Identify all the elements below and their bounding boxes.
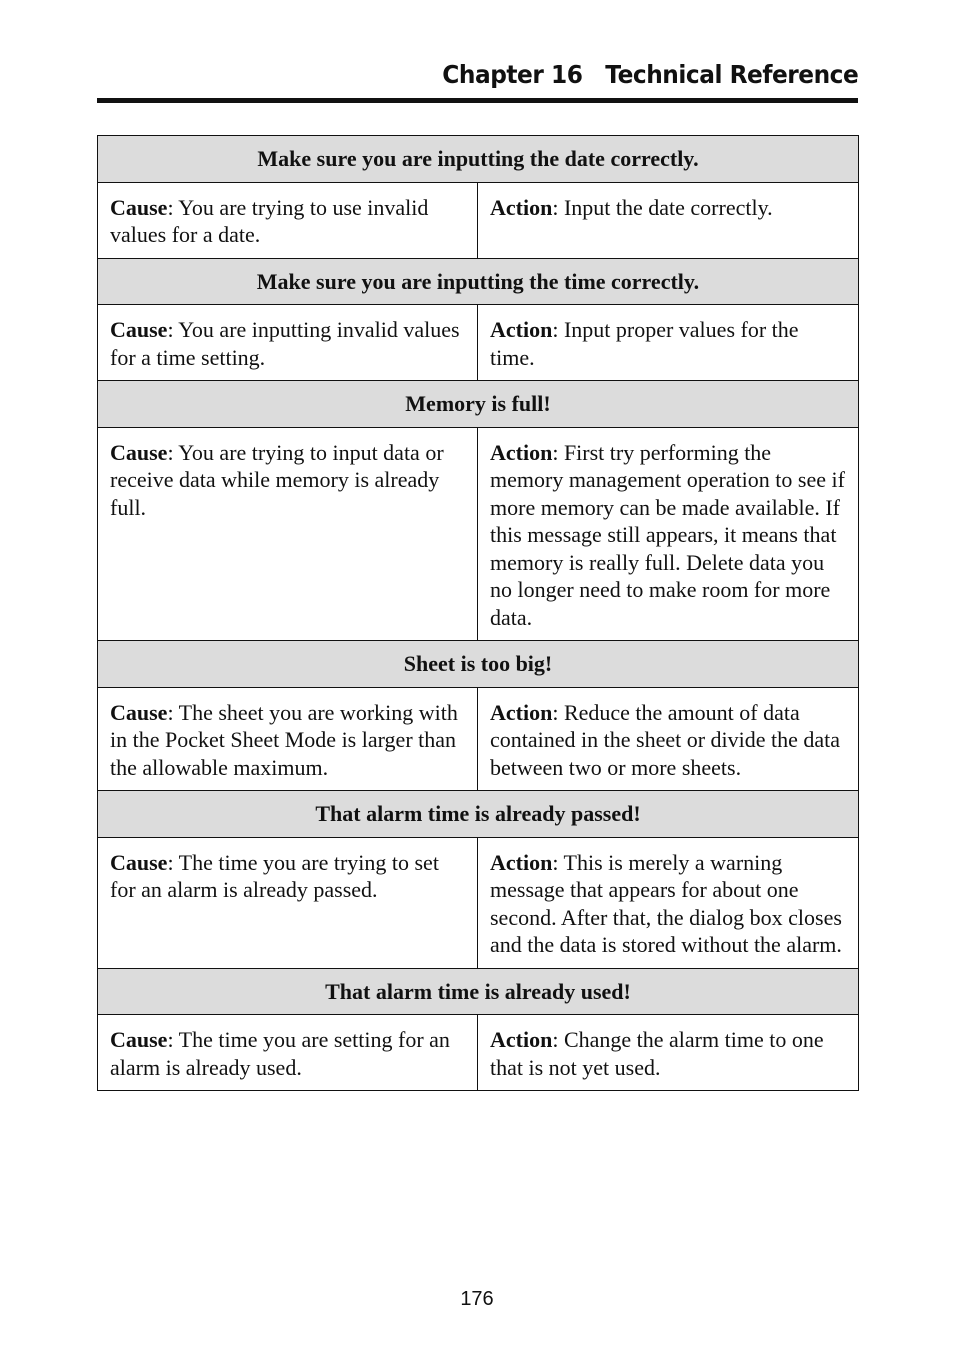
action-label: Action [490,849,553,875]
cause-cell [98,1015,478,1091]
cause-text: : The sheet you are working with in the Pocket Sheet Mode is larger than the allowable maximum. [110,699,458,780]
action-label: Action [490,194,553,220]
cause-label: Cause [110,317,168,342]
message-detail-row [98,1015,859,1091]
chapter-title: Chapter 16 Technical Reference [442,60,858,89]
action-label: Action [490,317,553,342]
message-title: Memory is full! [98,381,859,428]
message-detail-row [98,305,859,381]
action-text: : Reduce the amount of data contained in the sheet or divide the data between two or more sheets. [490,699,841,780]
page-header [97,58,858,103]
message-title-row [98,968,859,1015]
cause-cell [98,427,478,641]
action-text: : Input the date correctly. [552,194,773,220]
cause-cell [98,837,478,968]
action-cell [478,182,859,258]
action-cell [478,687,859,791]
action-cell [478,305,859,381]
message-detail-row [98,687,859,791]
cause-text: : You are trying to input data or receive data while memory is already full. [110,439,444,520]
cause-label: Cause [110,194,168,220]
message-title: That alarm time is already passed! [98,791,859,838]
message-title-row [98,136,859,183]
action-label: Action [490,439,553,465]
action-label: Action [490,1027,553,1052]
cause-label: Cause [110,439,168,465]
cause-text: : The time you are trying to set for an alarm is already passed. [110,849,439,902]
action-cell [478,837,859,968]
action-text: : First try performing the memory management operation to see if more memory can be made available. If this message still appears, it means that memory is really full. Delete data you no longer need to make room for more data. [490,439,845,630]
message-detail-row [98,427,859,641]
message-title-row [98,258,859,305]
action-text: : Change the alarm time to one that is not yet used. [490,1027,824,1080]
cause-label: Cause [110,1027,168,1052]
action-text: : Input proper values for the time. [490,317,799,370]
action-text: : This is merely a warning message that appears for about one second. After that, the dialog box closes and the data is stored without the alarm. [490,849,842,957]
cause-cell [98,182,478,258]
cause-text: : The time you are setting for an alarm is already used. [110,1027,450,1080]
action-cell [478,1015,859,1091]
cause-text: : You are trying to use invalid values for a date. [110,194,429,247]
message-title: That alarm time is already used! [98,968,859,1015]
message-detail-row [98,837,859,968]
action-label: Action [490,699,553,725]
message-title: Make sure you are inputting the time correctly. [98,258,859,305]
cause-label: Cause [110,849,168,875]
cause-text: : You are inputting invalid values for a time setting. [110,317,460,370]
action-cell [478,427,859,641]
message-title-row [98,381,859,428]
cause-label: Cause [110,699,168,725]
cause-cell [98,687,478,791]
message-title: Sheet is too big! [98,641,859,688]
error-message-table [97,135,859,1091]
page-number: 176 [460,1288,494,1310]
message-title-row [98,641,859,688]
message-detail-row [98,182,859,258]
cause-cell [98,305,478,381]
message-title: Make sure you are inputting the date correctly. [98,136,859,183]
message-title-row [98,791,859,838]
